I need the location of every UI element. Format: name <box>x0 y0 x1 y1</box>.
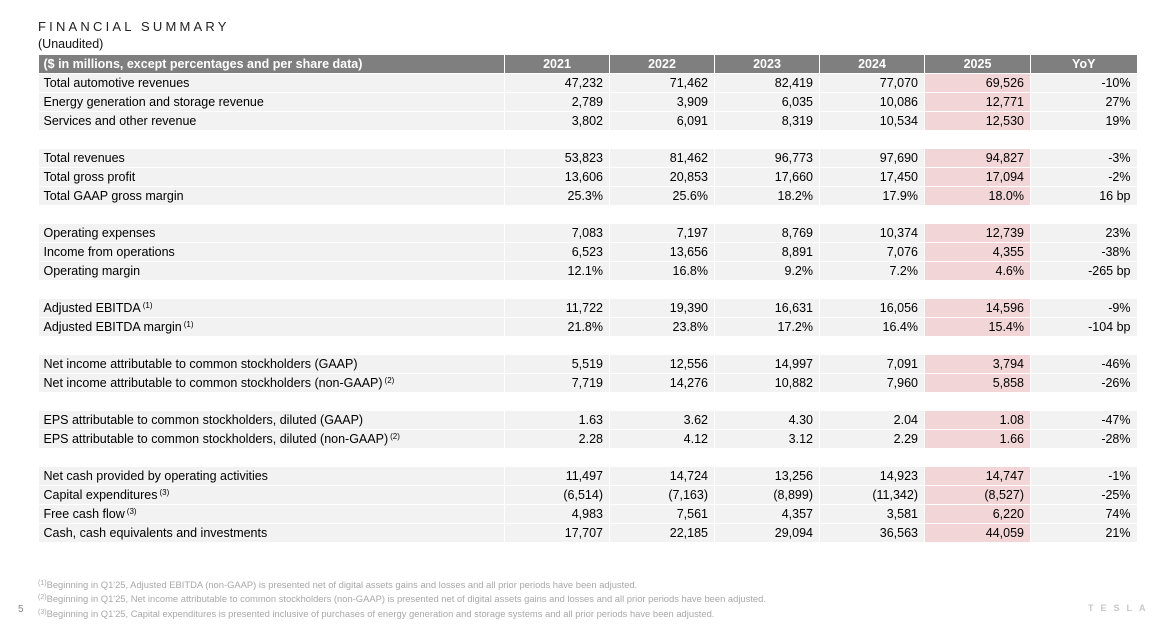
cell-2021: 5,519 <box>505 355 610 374</box>
cell-2024: 16.4% <box>820 318 925 337</box>
row-label: Operating expenses <box>39 224 505 243</box>
cell-yoy: -1% <box>1031 467 1137 486</box>
table-row <box>39 318 1137 337</box>
financial-summary-table <box>38 55 1137 542</box>
footnote-marker: (3) <box>126 507 137 516</box>
cell-2025: 18.0% <box>925 187 1031 206</box>
column-header-yoy: YoY <box>1031 55 1137 74</box>
row-label: EPS attributable to common stockholders, diluted (GAAP) <box>39 411 505 430</box>
cell-yoy: 21% <box>1031 524 1137 543</box>
row-label: Income from operations <box>39 243 505 262</box>
cell-2023: 3.12 <box>715 430 820 449</box>
cell-yoy: -10% <box>1031 74 1137 93</box>
table-row <box>39 430 1137 449</box>
table-header-row <box>39 55 1137 74</box>
cell-2021: 6,523 <box>505 243 610 262</box>
footnote-marker: (3) <box>159 488 170 497</box>
table-row <box>39 187 1137 206</box>
cell-2025: 14,596 <box>925 299 1031 318</box>
cell-2024: 36,563 <box>820 524 925 543</box>
row-label: EPS attributable to common stockholders, diluted (non-GAAP) $^{(2)}$ <box>39 430 505 449</box>
cell-2022: 22,185 <box>610 524 715 543</box>
cell-2025: 1.66 <box>925 430 1031 449</box>
cell-2023: 8,891 <box>715 243 820 262</box>
cell-2024: 10,086 <box>820 93 925 112</box>
cell-2025: 1.08 <box>925 411 1031 430</box>
cell-2022: 14,724 <box>610 467 715 486</box>
spacer-row <box>39 392 1137 411</box>
cell-2021: 11,497 <box>505 467 610 486</box>
cell-yoy: 74% <box>1031 505 1137 524</box>
spacer-row <box>39 448 1137 467</box>
footnote-marker: (2) <box>384 376 395 385</box>
cell-2024: 10,374 <box>820 224 925 243</box>
cell-yoy: -46% <box>1031 355 1137 374</box>
cell-2023: 16,631 <box>715 299 820 318</box>
table-row <box>39 93 1137 112</box>
footnotes <box>38 577 766 620</box>
footnote-marker: (1) <box>142 301 153 310</box>
table-row <box>39 224 1137 243</box>
table-row <box>39 262 1137 281</box>
row-label: Energy generation and storage revenue <box>39 93 505 112</box>
cell-2022: 4.12 <box>610 430 715 449</box>
cell-2022: 14,276 <box>610 374 715 393</box>
table-row <box>39 355 1137 374</box>
column-header-2024: 2024 <box>820 55 925 74</box>
cell-2024: 16,056 <box>820 299 925 318</box>
table-row <box>39 524 1137 543</box>
cell-2023: 17.2% <box>715 318 820 337</box>
cell-2021: 3,802 <box>505 112 610 131</box>
cell-yoy: -28% <box>1031 430 1137 449</box>
column-header-2023: 2023 <box>715 55 820 74</box>
row-label: Total revenues <box>39 149 505 168</box>
cell-2024: 2.04 <box>820 411 925 430</box>
column-header-2022: 2022 <box>610 55 715 74</box>
row-label: Free cash flow $^{(3)}$ <box>39 505 505 524</box>
cell-2024: 77,070 <box>820 74 925 93</box>
cell-2023: 8,319 <box>715 112 820 131</box>
footnote-marker: (2) <box>390 432 400 441</box>
cell-2024: 17,450 <box>820 168 925 187</box>
page-number: 5 <box>18 604 24 615</box>
cell-2021: 11,722 <box>505 299 610 318</box>
cell-2023: 4,357 <box>715 505 820 524</box>
cell-2021: 4,983 <box>505 505 610 524</box>
cell-2025: 15.4% <box>925 318 1031 337</box>
cell-2023: (8,899) <box>715 486 820 505</box>
cell-2021: 21.8% <box>505 318 610 337</box>
cell-2025: 14,747 <box>925 467 1031 486</box>
cell-2021: (6,514) <box>505 486 610 505</box>
cell-2025: 12,530 <box>925 112 1031 131</box>
cell-2025: 4,355 <box>925 243 1031 262</box>
cell-2021: 1.63 <box>505 411 610 430</box>
cell-2024: 7.2% <box>820 262 925 281</box>
cell-2024: 14,923 <box>820 467 925 486</box>
cell-yoy: -47% <box>1031 411 1137 430</box>
table-row <box>39 74 1137 93</box>
row-label: Total GAAP gross margin <box>39 187 505 206</box>
cell-2023: 17,660 <box>715 168 820 187</box>
row-label: Capital expenditures $^{(3)}$ <box>39 486 505 505</box>
spacer-row <box>39 205 1137 224</box>
cell-2025: 69,526 <box>925 74 1031 93</box>
cell-2024: 97,690 <box>820 149 925 168</box>
cell-2025: 12,771 <box>925 93 1031 112</box>
cell-yoy: -3% <box>1031 149 1137 168</box>
cell-2024: 17.9% <box>820 187 925 206</box>
cell-2023: 9.2% <box>715 262 820 281</box>
cell-2024: 7,960 <box>820 374 925 393</box>
column-header-2025: 2025 <box>925 55 1031 74</box>
cell-2022: 20,853 <box>610 168 715 187</box>
row-label: Total gross profit <box>39 168 505 187</box>
cell-2025: 94,827 <box>925 149 1031 168</box>
cell-yoy: 23% <box>1031 224 1137 243</box>
table-row <box>39 299 1137 318</box>
cell-2022: 7,197 <box>610 224 715 243</box>
column-header-label: ($ in millions, except percentages and per share data) <box>39 55 505 74</box>
cell-2022: 71,462 <box>610 74 715 93</box>
cell-2022: 19,390 <box>610 299 715 318</box>
cell-2022: (7,163) <box>610 486 715 505</box>
cell-2021: 17,707 <box>505 524 610 543</box>
cell-2021: 2,789 <box>505 93 610 112</box>
cell-2023: 96,773 <box>715 149 820 168</box>
table-row <box>39 467 1137 486</box>
cell-2022: 7,561 <box>610 505 715 524</box>
row-label: Net income attributable to common stockholders (non-GAAP) $^{(2)}$ <box>39 374 505 393</box>
spacer-row <box>39 280 1137 299</box>
cell-yoy: -104 bp <box>1031 318 1137 337</box>
cell-2023: 82,419 <box>715 74 820 93</box>
cell-2021: 53,823 <box>505 149 610 168</box>
footnote-3: $^{(3)}$Beginning in Q1'25, Capital expenditures is presented inclusive of purchases of energy generation and storage systems and all prior periods have been adjusted. <box>38 607 715 619</box>
row-label: Total automotive revenues <box>39 74 505 93</box>
cell-yoy: -2% <box>1031 168 1137 187</box>
cell-2024: 10,534 <box>820 112 925 131</box>
cell-2022: 23.8% <box>610 318 715 337</box>
row-label: Services and other revenue <box>39 112 505 131</box>
cell-2025: 3,794 <box>925 355 1031 374</box>
cell-2025: 44,059 <box>925 524 1031 543</box>
table-row <box>39 411 1137 430</box>
footnote-2: $^{(2)}$Beginning in Q1'25, Net income attributable to common stockholders (non-GAAP) is presented net of digital assets gains and losses and all prior periods have been adjusted. <box>38 593 766 605</box>
cell-2023: 10,882 <box>715 374 820 393</box>
page-title: FINANCIAL SUMMARY <box>38 19 230 34</box>
cell-2021: 7,719 <box>505 374 610 393</box>
cell-2021: 47,232 <box>505 74 610 93</box>
cell-2025: 4.6% <box>925 262 1031 281</box>
cell-yoy: -25% <box>1031 486 1137 505</box>
cell-2025: 6,220 <box>925 505 1031 524</box>
table-row <box>39 243 1137 262</box>
cell-2021: 7,083 <box>505 224 610 243</box>
cell-yoy: -9% <box>1031 299 1137 318</box>
cell-2024: 2.29 <box>820 430 925 449</box>
cell-2023: 13,256 <box>715 467 820 486</box>
cell-2022: 81,462 <box>610 149 715 168</box>
cell-2021: 2.28 <box>505 430 610 449</box>
cell-2022: 3,909 <box>610 93 715 112</box>
table-row <box>39 374 1137 393</box>
row-label: Adjusted EBITDA margin $^{(1)}$ <box>39 318 505 337</box>
table-row <box>39 112 1137 131</box>
footnote-1: $^{(1)}$Beginning in Q1'25, Adjusted EBITDA (non-GAAP) is presented net of digital assets gains and losses and all prior periods have been adjusted. <box>38 579 638 590</box>
cell-2023: 6,035 <box>715 93 820 112</box>
cell-2025: (8,527) <box>925 486 1031 505</box>
cell-2023: 18.2% <box>715 187 820 206</box>
cell-2021: 12.1% <box>505 262 610 281</box>
cell-yoy: -38% <box>1031 243 1137 262</box>
cell-2025: 17,094 <box>925 168 1031 187</box>
spacer-row <box>39 336 1137 355</box>
footnote-marker: (1) <box>183 320 194 329</box>
page-subtitle: (Unaudited) <box>38 37 104 51</box>
cell-2023: 8,769 <box>715 224 820 243</box>
cell-2023: 4.30 <box>715 411 820 430</box>
cell-2024: 3,581 <box>820 505 925 524</box>
cell-2022: 16.8% <box>610 262 715 281</box>
cell-2025: 12,739 <box>925 224 1031 243</box>
cell-2021: 13,606 <box>505 168 610 187</box>
table-row <box>39 168 1137 187</box>
cell-2025: 5,858 <box>925 374 1031 393</box>
cell-2023: 14,997 <box>715 355 820 374</box>
cell-2024: (11,342) <box>820 486 925 505</box>
row-label: Operating margin <box>39 262 505 281</box>
cell-2023: 29,094 <box>715 524 820 543</box>
table-row <box>39 486 1137 505</box>
table-row <box>39 149 1137 168</box>
cell-yoy: -265 bp <box>1031 262 1137 281</box>
cell-yoy: 27% <box>1031 93 1137 112</box>
table-row <box>39 505 1137 524</box>
cell-2021: 25.3% <box>505 187 610 206</box>
cell-yoy: 19% <box>1031 112 1137 131</box>
spacer-row <box>39 130 1137 149</box>
tesla-logo: TESLA <box>1088 603 1153 613</box>
cell-2022: 12,556 <box>610 355 715 374</box>
row-label: Net cash provided by operating activities <box>39 467 505 486</box>
cell-2022: 6,091 <box>610 112 715 131</box>
cell-yoy: 16 bp <box>1031 187 1137 206</box>
cell-2022: 3.62 <box>610 411 715 430</box>
row-label: Adjusted EBITDA $^{(1)}$ <box>39 299 505 318</box>
cell-2022: 13,656 <box>610 243 715 262</box>
cell-2022: 25.6% <box>610 187 715 206</box>
row-label: Cash, cash equivalents and investments <box>39 524 505 543</box>
cell-yoy: -26% <box>1031 374 1137 393</box>
cell-2024: 7,076 <box>820 243 925 262</box>
row-label: Net income attributable to common stockholders (GAAP) <box>39 355 505 374</box>
column-header-2021: 2021 <box>505 55 610 74</box>
cell-2024: 7,091 <box>820 355 925 374</box>
